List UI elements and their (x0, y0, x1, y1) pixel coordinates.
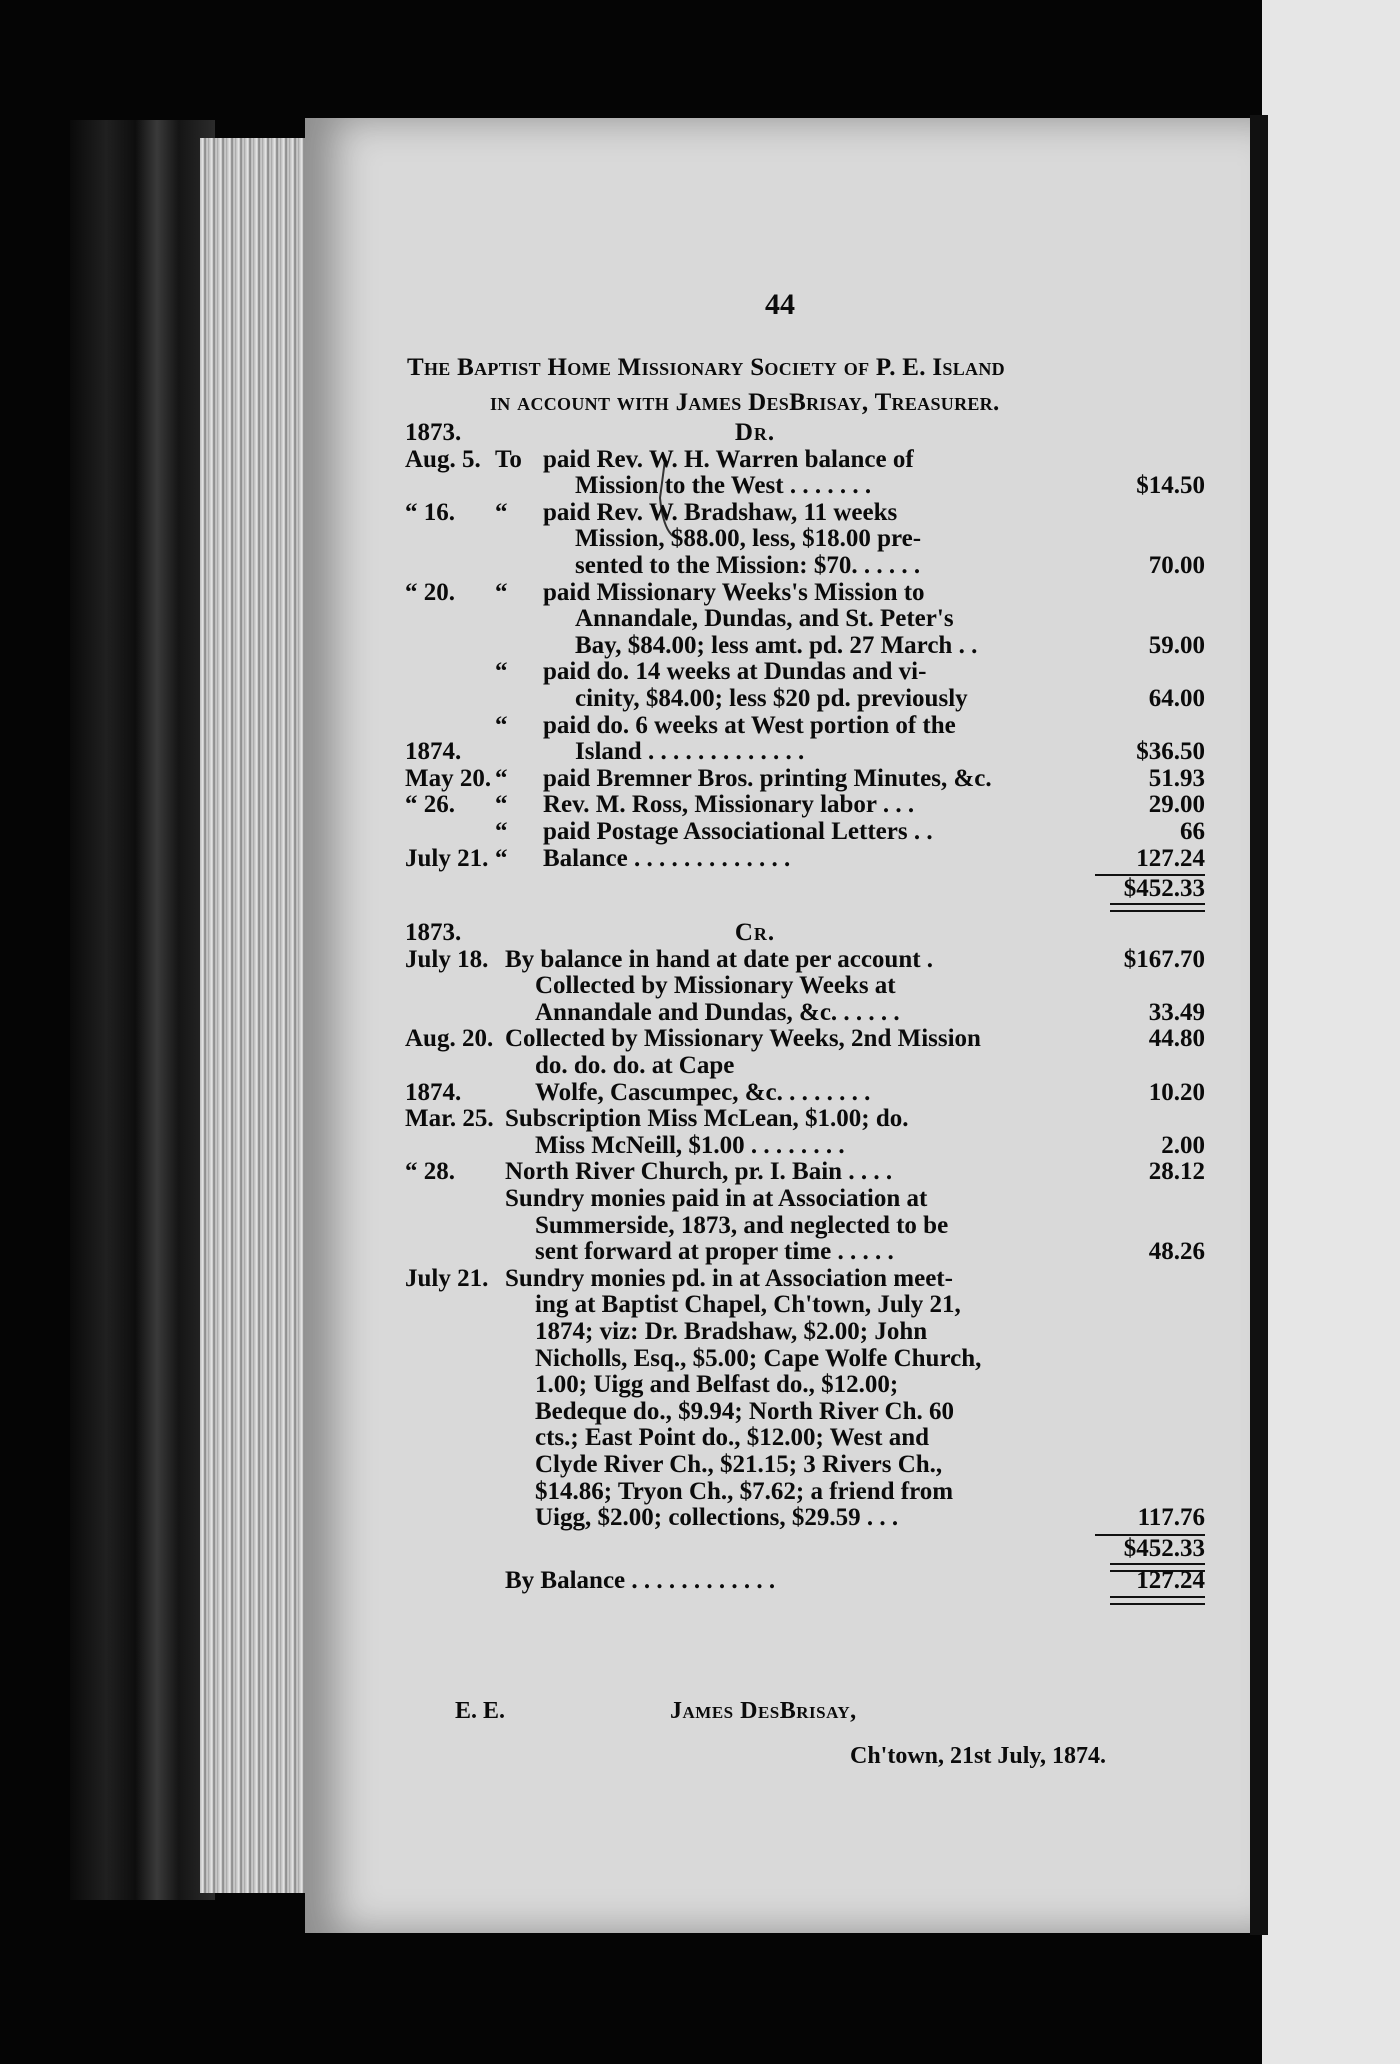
entry-amount: 117.76 (1137, 1504, 1205, 1532)
entry-description: Rev. M. Ross, Missionary labor . . . (543, 792, 915, 819)
ledger (405, 420, 1205, 1594)
credit-entry-row (405, 1399, 1205, 1426)
page-edges (200, 138, 315, 1893)
entry-description: Bay, $84.00; less amt. pd. 27 March . . (575, 632, 978, 659)
credit-entry-row (405, 973, 1205, 1000)
entry-description: cts.; East Point do., $12.00; West and (535, 1425, 930, 1452)
entry-date: “ 28. (405, 1158, 455, 1186)
debit-entry-row (405, 473, 1205, 500)
entry-amount: $36.50 (1136, 738, 1205, 766)
entry-amount: 2.00 (1161, 1131, 1205, 1159)
credit-entry-row (405, 1026, 1205, 1053)
debit-entry-row (405, 739, 1205, 766)
entry-date: May 20. (405, 764, 492, 792)
entry-amount: 48.26 (1148, 1238, 1205, 1266)
credit-entry-row (405, 1213, 1205, 1240)
entry-indicator: “ (495, 498, 508, 526)
entry-description: paid do. 6 weeks at West portion of the (543, 712, 956, 739)
signature-place-date: Ch'town, 21st July, 1874. (850, 1743, 1107, 1769)
entry-date: Aug. 20. (405, 1025, 494, 1053)
entry-description: ing at Baptist Chapel, Ch'town, July 21, (535, 1292, 961, 1319)
debit-entry-row (405, 526, 1205, 553)
entry-description: Annandale and Dundas, &c. . . . . . (535, 999, 900, 1026)
balance-label: By Balance . . . . . . . . . . . . (505, 1567, 776, 1594)
entry-date: “ 26. (405, 791, 455, 819)
debit-entry-row (405, 766, 1205, 793)
debit-entry-row (405, 580, 1205, 607)
entry-description: 1.00; Uigg and Belfast do., $12.00; (535, 1372, 899, 1399)
credit-entry-row (405, 1186, 1205, 1213)
debit-total-row (405, 872, 1205, 908)
credit-entry-row (405, 1239, 1205, 1266)
entry-date: Aug. 5. (405, 445, 481, 473)
entry-amount: 66 (1180, 817, 1205, 845)
entry-amount: 29.00 (1148, 791, 1205, 819)
credit-entry-row (405, 1159, 1205, 1186)
credit-heading-row (405, 920, 1205, 947)
debit-entry-row (405, 846, 1205, 873)
credit-balance-row (405, 1568, 1205, 1595)
entry-description: Miss McNeill, $1.00 . . . . . . . . (535, 1132, 845, 1159)
credit-entry-row (405, 1133, 1205, 1160)
page-shadow (1250, 115, 1268, 1935)
credit-entry-row (405, 947, 1205, 974)
debit-heading-row (405, 420, 1205, 447)
entry-description: Collected by Missionary Weeks, 2nd Mission (505, 1026, 981, 1053)
entry-description: paid Rev. W. H. Warren balance of (543, 446, 914, 473)
entry-date: “ 20. (405, 578, 455, 606)
debit-entry-row (405, 633, 1205, 660)
entry-description: North River Church, pr. I. Bain . . . . (505, 1159, 893, 1186)
entry-amount: 59.00 (1148, 631, 1205, 659)
entry-description: Bedeque do., $9.94; North River Ch. 60 (535, 1398, 954, 1425)
entry-description: do. do. do. at Cape (535, 1053, 735, 1080)
credit-entry-row (405, 1346, 1205, 1373)
credit-entry-row (405, 1000, 1205, 1027)
entry-description: $14.86; Tryon Ch., $7.62; a friend from (535, 1478, 954, 1505)
debit-entry-row (405, 819, 1205, 846)
entry-description: sent forward at proper time . . . . . (535, 1239, 894, 1266)
entry-amount: 10.20 (1148, 1078, 1205, 1106)
debit-entry-row (405, 553, 1205, 580)
entry-indicator: “ (495, 817, 508, 845)
credit-entry-row (405, 1425, 1205, 1452)
credit-total: $452.33 (1123, 1534, 1205, 1562)
book-spine (70, 120, 215, 1900)
credit-year: 1873. (405, 919, 462, 947)
credit-entry-row (405, 1080, 1205, 1107)
entry-description: Island . . . . . . . . . . . . . (575, 739, 805, 766)
debit-entry-row (405, 713, 1205, 740)
entry-description: Nicholls, Esq., $5.00; Cape Wolfe Church, (535, 1345, 982, 1372)
entry-amount: 51.93 (1148, 764, 1205, 792)
page-number: 44 (765, 288, 795, 321)
entry-description: paid Postage Associational Letters . . (543, 818, 933, 845)
debit-heading: Dr. (734, 420, 776, 446)
entry-description: Mission, $88.00, less, $18.00 pre- (575, 526, 922, 553)
entry-description: Sundry monies pd. in at Association meet- (505, 1265, 953, 1292)
signature-initials: E. E. (455, 1698, 506, 1724)
entry-amount: $167.70 (1123, 945, 1205, 973)
credit-total-row (405, 1532, 1205, 1568)
entry-indicator: “ (495, 791, 508, 819)
entry-description: Subscription Miss McLean, $1.00; do. (505, 1106, 909, 1133)
debit-entry-row (405, 447, 1205, 474)
debit-total: $452.33 (1123, 875, 1205, 903)
scan-background-right (1262, 0, 1400, 2064)
entry-description: paid Bremner Bros. printing Minutes, &c. (543, 765, 992, 792)
credit-entry-row (405, 1266, 1205, 1293)
credit-entry-row (405, 1319, 1205, 1346)
entry-description: Mission to the West . . . . . . . (575, 473, 872, 500)
section-spacer (405, 908, 1205, 920)
title-line-2: in account with James DesBrisay, Treasurer. (490, 389, 1000, 416)
entry-description: Uigg, $2.00; collections, $29.59 . . . (535, 1505, 899, 1532)
entry-description: sented to the Mission: $70. . . . . . (575, 552, 921, 579)
entry-amount: 33.49 (1148, 998, 1205, 1026)
entry-amount: 28.12 (1148, 1158, 1205, 1186)
entry-date: July 18. (405, 945, 489, 973)
entry-description: paid Missionary Weeks's Mission to (543, 579, 925, 606)
entry-description: Sundry monies paid in at Association at (505, 1186, 928, 1213)
entry-description: Annandale, Dundas, and St. Peter's (575, 606, 954, 633)
entry-description: Balance . . . . . . . . . . . . . (543, 845, 791, 872)
entry-indicator: “ (495, 764, 508, 792)
entry-indicator: “ (495, 578, 508, 606)
book-page (305, 118, 1255, 1933)
debit-entry-row (405, 686, 1205, 713)
entry-amount: 64.00 (1148, 684, 1205, 712)
debit-entry-row (405, 500, 1205, 527)
credit-entry-row (405, 1372, 1205, 1399)
debit-entry-row (405, 792, 1205, 819)
entry-date: 1874. (405, 1078, 462, 1106)
debit-entry-row (405, 606, 1205, 633)
entry-amount: 44.80 (1148, 1025, 1205, 1053)
balance-double-rule (1110, 1596, 1205, 1605)
credit-entry-row (405, 1479, 1205, 1506)
credit-heading: Cr. (734, 920, 776, 947)
entry-description: Collected by Missionary Weeks at (535, 973, 896, 1000)
entry-amount: $14.50 (1136, 472, 1205, 500)
entry-description: Clyde River Ch., $21.15; 3 Rivers Ch., (535, 1451, 943, 1478)
signature-name: James DesBrisay, (670, 1698, 857, 1724)
entry-date: “ 16. (405, 498, 455, 526)
entry-description: 1874; viz: Dr. Bradshaw, $2.00; John (535, 1319, 928, 1345)
credit-entry-row (405, 1452, 1205, 1479)
entry-indicator: “ (495, 658, 508, 686)
credit-entry-row (405, 1053, 1205, 1080)
entry-indicator: To (495, 445, 522, 473)
entry-description: Summerside, 1873, and neglected to be (535, 1212, 949, 1239)
title-line-1: The Baptist Home Missionary Society of P. E. Island (407, 354, 1005, 381)
credit-entry-row (405, 1505, 1205, 1532)
entry-date: Mar. 25. (405, 1105, 494, 1133)
entry-indicator: “ (495, 711, 508, 739)
debit-entry-row (405, 659, 1205, 686)
entry-amount: 70.00 (1148, 551, 1205, 579)
entry-description: cinity, $84.00; less $20 pd. previously (575, 685, 968, 712)
entry-date: July 21. (405, 1264, 489, 1292)
entry-description: paid do. 14 weeks at Dundas and vi- (543, 659, 927, 686)
entry-description: Wolfe, Cascumpec, &c. . . . . . . . (535, 1079, 871, 1106)
credit-entry-row (405, 1106, 1205, 1133)
balance-amount: 127.24 (1136, 1566, 1205, 1594)
entry-indicator: “ (495, 844, 508, 872)
entry-description: By balance in hand at date per account . (505, 946, 934, 973)
debit-year: 1873. (405, 419, 462, 446)
entry-date: July 21. (405, 844, 489, 872)
entry-description: paid Rev. W. Bradshaw, 11 weeks (543, 499, 898, 526)
credit-entry-row (405, 1292, 1205, 1319)
entry-date: 1874. (405, 738, 462, 766)
entry-amount: 127.24 (1136, 844, 1205, 872)
